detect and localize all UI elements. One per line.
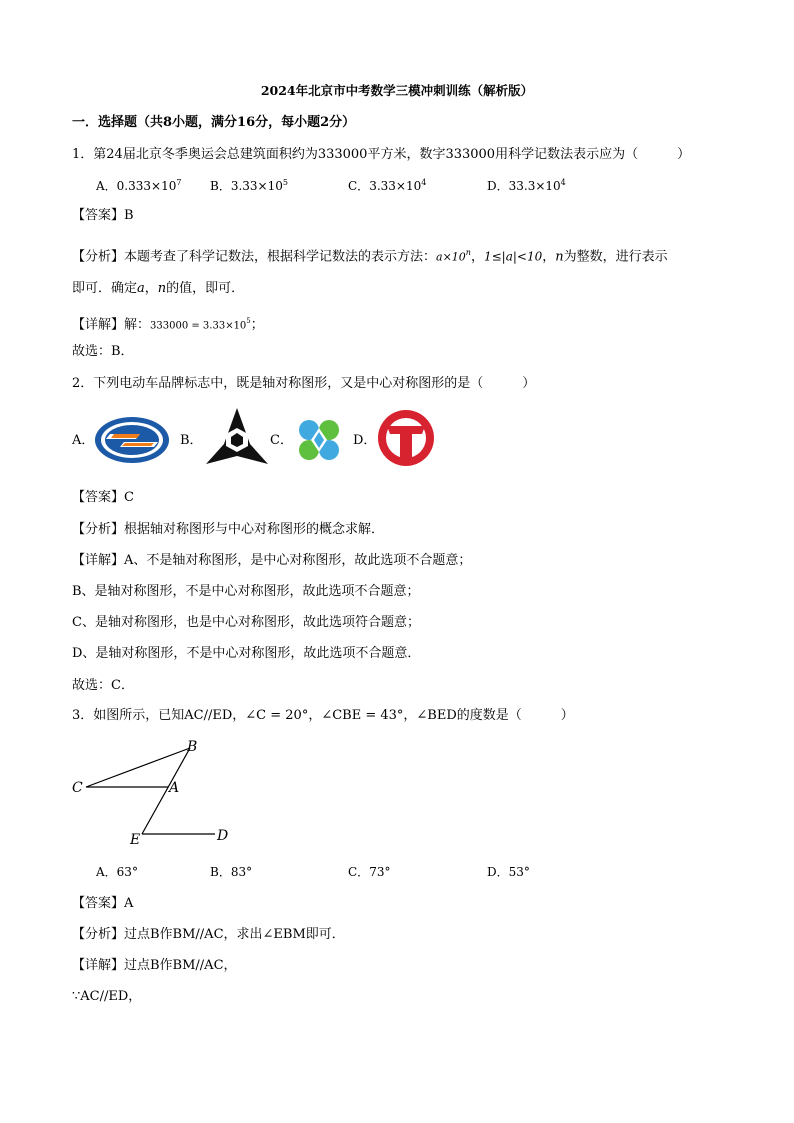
logo-a-icon bbox=[92, 414, 172, 466]
analysis-text: 的值，即可． bbox=[166, 281, 245, 296]
q1-option-a bbox=[96, 177, 181, 194]
q3-option-a bbox=[96, 863, 138, 880]
analysis-text: ， bbox=[470, 249, 484, 265]
q1-detail bbox=[72, 312, 264, 335]
analysis-text: 为整数，进行表示 bbox=[563, 249, 668, 265]
option-exponent: 4 bbox=[560, 178, 566, 187]
option-label: C． bbox=[348, 179, 370, 193]
label-d: D bbox=[217, 828, 229, 844]
analysis-text: ， bbox=[144, 281, 158, 296]
q2-option-d-label: D． bbox=[353, 433, 377, 448]
option-label: A． bbox=[96, 865, 117, 879]
q1-analysis-line2 bbox=[72, 280, 244, 298]
option-value: 63° bbox=[116, 865, 138, 879]
formula-a10n: a×10 bbox=[436, 250, 466, 264]
option-value: 83° bbox=[230, 865, 253, 879]
q3-stem: 3．如图所示，已知AC//ED，∠C = 20°，∠CBE = 43°，∠BED的度数是（ ） bbox=[72, 708, 574, 723]
option-exponent: 4 bbox=[421, 178, 427, 187]
detail-formula: 333000 = 3.33×10 bbox=[150, 320, 247, 332]
q2-answer: 【答案】C bbox=[72, 490, 134, 505]
q2-option-b-label: B． bbox=[180, 433, 203, 448]
q2-detail-d: D、是轴对称图形，不是中心对称图形，故此选项不合题意． bbox=[72, 646, 421, 661]
q2-detail-c: C、是轴对称图形，也是中心对称图形，故此选项符合题意； bbox=[72, 615, 420, 630]
section-header: 一．选择题（共8小题，满分16分，每小题2分） bbox=[72, 115, 356, 130]
option-mantissa: 0.333×10 bbox=[116, 179, 177, 193]
option-exponent: 5 bbox=[282, 178, 288, 187]
option-exponent: 7 bbox=[176, 178, 182, 187]
page-title: 2024年北京市中考数学三模冲刺训练（解析版） bbox=[260, 83, 534, 98]
label-b: B bbox=[187, 739, 198, 755]
q1-option-d bbox=[487, 177, 566, 194]
q3-analysis: 【分析】过点B作BM//AC，求出∠EBM即可． bbox=[72, 927, 345, 942]
detail-text: ； bbox=[250, 317, 264, 333]
formula-a: a bbox=[137, 281, 145, 296]
q2-analysis: 【分析】根据轴对称图形与中心对称图形的概念求解． bbox=[72, 522, 385, 537]
logo-d-icon bbox=[376, 408, 436, 468]
q2-stem: 2．下列电动车品牌标志中，既是轴对称图形，又是中心对称图形的是（ ） bbox=[72, 376, 536, 391]
q2-option-c-label: C． bbox=[270, 433, 293, 448]
formula-range: 1≤|a|<10 bbox=[483, 249, 543, 264]
q3-option-d bbox=[487, 863, 530, 880]
q3-figure bbox=[70, 736, 240, 846]
analysis-text: 【分析】本题考查了科学记数法，根据科学记数法的表示方法： bbox=[72, 249, 437, 265]
q3-option-c bbox=[348, 863, 390, 880]
option-value: 73° bbox=[369, 865, 391, 879]
label-c: C bbox=[72, 780, 83, 796]
q2-option-a-label: A． bbox=[72, 433, 95, 448]
option-mantissa: 3.33×10 bbox=[369, 179, 422, 193]
option-label: D． bbox=[487, 179, 509, 193]
option-mantissa: 3.33×10 bbox=[230, 179, 283, 193]
q1-stem: 1．第24届北京冬季奥运会总建筑面积约为333000平方米，数字333000用科学记数法表示应为（ ） bbox=[72, 147, 691, 162]
logo-b-icon bbox=[204, 406, 270, 468]
segment-be bbox=[142, 748, 190, 834]
label-a: A bbox=[169, 780, 180, 796]
q2-detail-a: 【详解】A、不是轴对称图形，是中心对称图形，故此选项不合题意； bbox=[72, 553, 472, 568]
option-label: B． bbox=[210, 179, 231, 193]
option-mantissa: 33.3×10 bbox=[508, 179, 561, 193]
label-e: E bbox=[130, 832, 141, 846]
option-value: 53° bbox=[508, 865, 530, 879]
formula-n: n bbox=[157, 281, 167, 296]
q1-analysis-line1 bbox=[72, 244, 668, 266]
option-label: D． bbox=[487, 865, 509, 879]
option-label: B． bbox=[210, 865, 231, 879]
q3-answer: 【答案】A bbox=[72, 896, 134, 911]
formula-exponent: n bbox=[465, 248, 471, 257]
q1-choose: 故选：B． bbox=[72, 344, 134, 359]
q3-option-b bbox=[210, 863, 252, 880]
analysis-text: 即可．确定 bbox=[72, 281, 138, 296]
q2-choose: 故选：C． bbox=[72, 678, 134, 693]
option-label: C． bbox=[348, 865, 370, 879]
detail-text: 【详解】解： bbox=[72, 317, 151, 333]
q3-detail-1: 【详解】过点B作BM//AC， bbox=[72, 958, 237, 973]
q1-option-c bbox=[348, 177, 426, 194]
q1-option-b bbox=[210, 177, 288, 194]
formula-n: n bbox=[555, 249, 564, 265]
q3-detail-2: ∵AC//ED， bbox=[72, 989, 142, 1004]
option-label: A． bbox=[96, 179, 117, 193]
logo-c-icon bbox=[292, 414, 346, 466]
analysis-text: ， bbox=[542, 249, 556, 265]
q1-answer: 【答案】B bbox=[72, 208, 134, 223]
detail-exponent: 5 bbox=[246, 317, 251, 325]
q2-detail-b: B、是轴对称图形，不是中心对称图形，故此选项不合题意； bbox=[72, 584, 420, 599]
